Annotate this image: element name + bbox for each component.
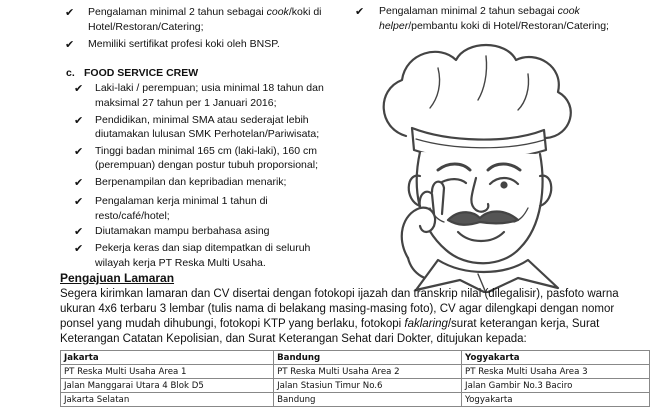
table-header: Bandung <box>274 351 462 365</box>
chef-illustration <box>368 38 583 293</box>
paragraph-line: Segera kirimkan lamaran dan CV disertai dengan fotokopi ijazah dan transkrip nilai (dilegalisir), pasfoto warna <box>60 288 619 300</box>
table-cell: Jakarta Selatan <box>61 393 274 407</box>
section-heading: Pengajuan Lamaran <box>60 271 175 285</box>
check-icon: ✔ <box>74 225 84 238</box>
list-item: Memiliki sertifikat profesi koki oleh BNSP. <box>88 38 280 50</box>
table-header-row <box>61 351 650 365</box>
paragraph-line: Keterangan Catatan Kepolisian, dan Surat Keterangan Sehat dari Dokter, ditujukan kepada: <box>60 333 527 345</box>
list-item-continued: diutamakan lulusan SMK Perhotelan/Pariwisata; <box>95 128 320 140</box>
check-icon: ✔ <box>74 145 84 158</box>
table-row <box>61 379 650 393</box>
table-cell: Jalan Manggarai Utara 4 Blok D5 <box>61 379 274 393</box>
check-icon: ✔ <box>74 82 84 95</box>
table-cell: PT Reska Multi Usaha Area 3 <box>462 365 650 379</box>
table-cell: PT Reska Multi Usaha Area 1 <box>61 365 274 379</box>
list-item: Pengalaman minimal 2 tahun sebagai cook <box>379 5 580 17</box>
list-item-continued: (perempuan) dengan postur tubuh proporsional; <box>95 159 318 171</box>
list-item-continued: Hotel/Restoran/Catering; <box>88 21 204 33</box>
paragraph-line: ponsel yang mudah dihubungi, fotokopi KTP yang berlaku, fotokopi faklaring/surat keterangan kerja, Surat <box>60 318 600 330</box>
check-icon: ✔ <box>65 38 75 51</box>
check-icon: ✔ <box>74 242 84 255</box>
table-cell: PT Reska Multi Usaha Area 2 <box>274 365 462 379</box>
table-cell: Jalan Gambir No.3 Baciro <box>462 379 650 393</box>
list-item: Tinggi badan minimal 165 cm (laki-laki), 160 cm <box>95 145 317 157</box>
list-item: Pendidikan, minimal SMA atau sederajat lebih <box>95 114 309 126</box>
list-item-continued: maksimal 27 tahun per 1 Januari 2016; <box>95 97 277 109</box>
table-header: Jakarta <box>61 351 274 365</box>
list-item: Pengalaman minimal 2 tahun sebagai cook/koki di <box>88 6 322 18</box>
list-item-continued: wilayah kerja PT Reska Multi Usaha. <box>95 257 266 269</box>
section-title: FOOD SERVICE CREW <box>84 67 199 79</box>
list-item: Berpenampilan dan kepribadian menarik; <box>95 176 287 188</box>
check-icon: ✔ <box>74 195 84 208</box>
list-item-continued: resto/café/hotel; <box>95 210 170 222</box>
address-table <box>60 350 650 407</box>
table-cell: Bandung <box>274 393 462 407</box>
list-item: Pengalaman kerja minimal 1 tahun di <box>95 195 268 207</box>
table-cell: Jalan Stasiun Timur No.6 <box>274 379 462 393</box>
check-icon: ✔ <box>65 6 75 19</box>
list-item: Pekerja keras dan siap ditempatkan di seluruh <box>95 242 311 254</box>
list-item-continued: helper/pembantu koki di Hotel/Restoran/Catering; <box>379 20 609 32</box>
check-icon: ✔ <box>74 114 84 127</box>
check-icon: ✔ <box>355 5 365 18</box>
table-row <box>61 365 650 379</box>
list-item: Laki-laki / perempuan; usia minimal 18 tahun dan <box>95 82 324 94</box>
table-header: Yogyakarta <box>462 351 650 365</box>
paragraph-line: ukuran 4x6 terbaru 3 lembar (tulis nama di belakang masing-masing foto), CV agar dilengkapi dengan nomor <box>60 303 615 315</box>
section-label: c. <box>66 67 75 79</box>
table-cell: Yogyakarta <box>462 393 650 407</box>
check-icon: ✔ <box>74 176 84 189</box>
list-item: Diutamakan mampu berbahasa asing <box>95 225 270 237</box>
